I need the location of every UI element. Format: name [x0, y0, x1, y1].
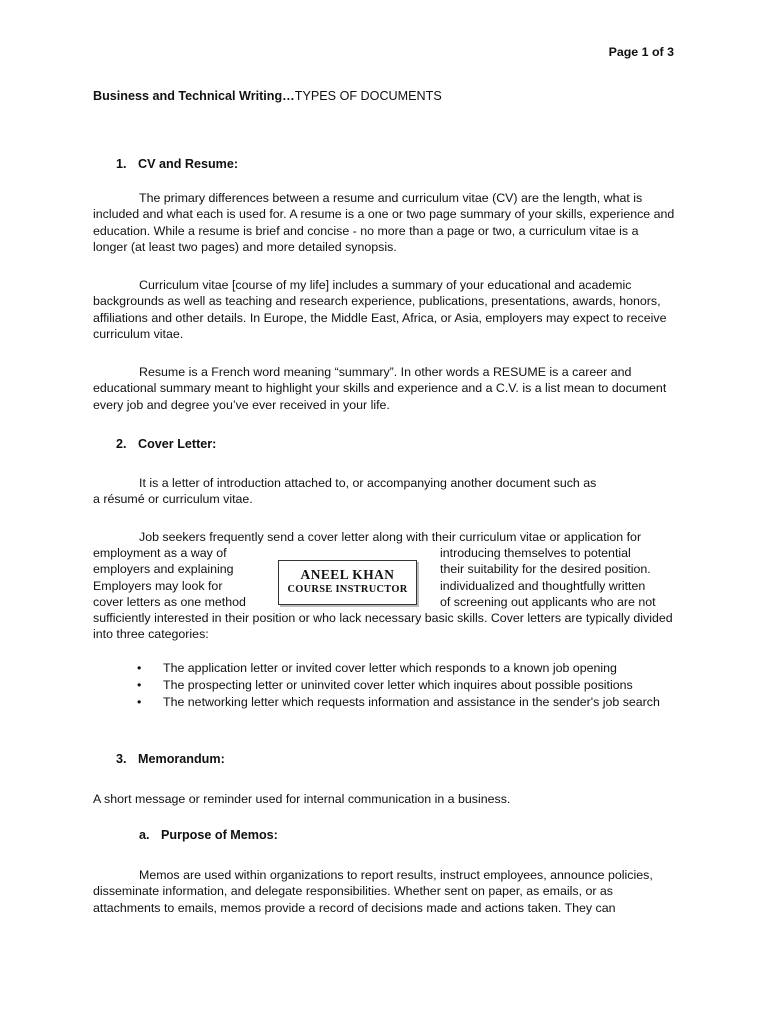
cv-paragraph-2: Curriculum vitae [course of my life] includes a summary of your educational and academic backgrounds as well as teaching and research experience, publications, presentations, awards, honors, affiliations and other details. In Europe, the Middle East, Africa, or Asia, employers may expect to receive curriculum vitae.: [93, 278, 667, 342]
cover-paragraph-1b: a résumé or curriculum vitae.: [93, 492, 253, 506]
document-page: Page 1 of 3 Business and Technical Writing…TYPES OF DOCUMENTS 1. CV and Resume: The primary differences between a resume and curriculum vitae (CV) are the length, what is included and what each is used for. A resume is a one or two page summary of your skills, experience and education. While a resume is brief and concise - no more than a page or two, a curriculum vitae is a longer (at least two pages) and more detailed synopsis. Curriculum vitae [course of my life] includes a summary of your educational and academic backgrounds as well as teaching and research experience, publications, presentations, awards, honors, affiliations and other details. In Europe, the Middle East, Africa, or Asia, employers may expect to receive curriculum vitae. Resume is a French word meaning “summary”. In other words a RESUME is a career and educational summary meant to highlight your skills and experience and a C.V. is a list mean to document every job and degree you’ve ever received in your life. 2. Cover Letter: It is a letter of introduction attached to, or accompanying another document such as a résumé or curriculum vitae. Job seekers frequently send a cover letter along with their curriculum vitae or application for employment as a way of introducing themselves to potential employers and explaining their suitability for the desired position. Employers may look for individualized and thoughtfully written cover letters as one method of screening out applicants who are not sufficiently interested in their position or who lack necessary basic skills. Cover letters are typically divided into three categories: ANEEL KHAN COURSE INSTRUCTOR • The application letter or invited cover letter which responds to a known job opening • The prospecting letter or uninvited cover letter which inquires about possible positions • The networking letter which requests information and assistance in the sender's job search 3. Memorandum: A short message or reminder used for internal communication in a business. a. Purpose of Memos: Memos are used within organizations to report results, instruct employees, announce policies, disseminate information, and delegate responsibilities. Whether sent on paper, as emails, or as attachments to emails, memos provide a record of decisions made and actions taken. They can: [0, 0, 768, 1024]
stamp-role: COURSE INSTRUCTOR: [287, 584, 408, 595]
subsection-heading-purpose: a. Purpose of Memos:: [139, 828, 278, 842]
cover-paragraph-2-line1: Job seekers frequently send a cover letter along with their curriculum vitae or application for: [139, 530, 642, 544]
cover-letter-types-list: [137, 660, 677, 712]
stamp-name: ANEEL KHAN: [300, 567, 395, 582]
section-heading-memorandum: 3. Memorandum:: [116, 752, 225, 766]
title-rest: TYPES OF DOCUMENTS: [294, 89, 442, 103]
bullet-icon: •: [137, 678, 142, 693]
list-item: • The prospecting letter or uninvited cover letter which inquires about possible positions: [137, 677, 677, 694]
instructor-stamp: [278, 560, 417, 605]
page-number: Page 1 of 3: [608, 45, 674, 59]
document-title: [93, 89, 442, 103]
bullet-icon: •: [137, 695, 142, 710]
cover-paragraph-2-rest: sufficiently interested in their position or who lack necessary basic skills. Cover letters are typically divided into three categories:: [93, 611, 673, 642]
memo-paragraph-1: A short message or reminder used for internal communication in a business.: [93, 792, 511, 806]
cv-paragraph-3: Resume is a French word meaning “summary”. In other words a RESUME is a career and educational summary meant to highlight your skills and experience and a C.V. is a list mean to document every job and degree you’ve ever received in your life.: [93, 365, 667, 412]
title-bold: Business and Technical Writing…: [93, 89, 295, 103]
cover-paragraph-1a: It is a letter of introduction attached to, or accompanying another document such as: [139, 476, 597, 490]
cv-paragraph-1: The primary differences between a resume and curriculum vitae (CV) are the length, what is included and what each is used for. A resume is a one or two page summary of your skills, experience and education. While a resume is brief and concise - no more than a page or two, a curriculum vitae is a longer (at least two pages) and more detailed synopsis.: [93, 191, 675, 255]
section-heading-cover-letter: 2. Cover Letter:: [116, 437, 217, 451]
memo-paragraph-2: Memos are used within organizations to report results, instruct employees, announce policies, disseminate information, and delegate responsibilities. Whether sent on paper, as emails, or as attachments to emails, memos provide a record of decisions made and actions taken. They can: [93, 868, 653, 915]
bullet-icon: •: [137, 661, 142, 675]
list-item: • The application letter or invited cover letter which responds to a known job opening: [137, 660, 677, 677]
section-heading-cv: 1. CV and Resume:: [116, 157, 239, 171]
list-item: • The networking letter which requests information and assistance in the sender's job search: [137, 694, 677, 711]
